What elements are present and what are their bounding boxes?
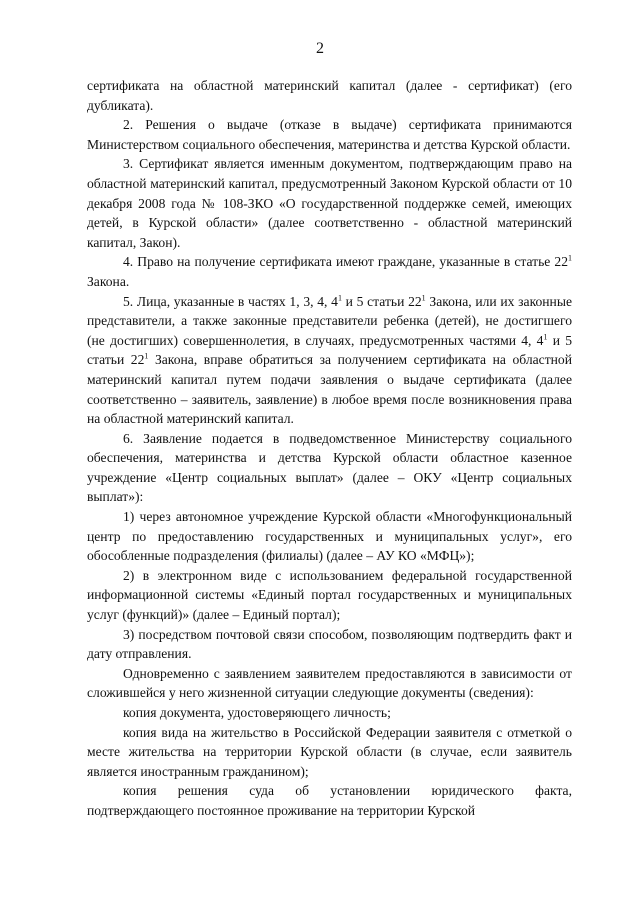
text-run: Закона, вправе обратиться за получением сертификата на областной материнский капитал путем подачи заявления о выдаче сертификата (далее соответственно – заявитель, заявление) в любое время после возникновения права на областной материнский капитал. xyxy=(87,352,572,427)
text-run: 3) посредством почтовой связи способом, позволяющим подтвердить факт и дату отправления. xyxy=(87,626,572,662)
paragraph xyxy=(87,115,572,154)
text-run: копия решения суда об установлении юридического факта, подтверждающего постоянное проживание на территории Курской xyxy=(87,783,572,818)
page-number: 2 xyxy=(316,40,324,57)
text-run: 2) в электронном виде с использованием федеральной государственной информационной системы «Единый портал государственных и муниципальных услуг (функций)» (далее – Единый портал); xyxy=(87,567,572,623)
text-run: Закона. xyxy=(87,273,130,289)
text-run: 4. Право на получение сертификата имеют граждане, указанные в статье 22 xyxy=(123,254,568,270)
document-body xyxy=(87,76,572,821)
paragraph xyxy=(87,76,572,115)
superscript: 1 xyxy=(421,293,426,302)
paragraph xyxy=(87,703,572,723)
text-run: и 5 статьи 22 xyxy=(87,332,572,368)
superscript: 1 xyxy=(337,293,342,302)
text-run: копия вида на жительство в Российской Федерации заявителя с отметкой о месте жительства на территории Курской области (в случае, если заявитель является иностранным гражданином); xyxy=(87,724,572,779)
text-run: сертификата на областной материнский капитал (далее - сертификат) (его дубликата). xyxy=(87,78,572,113)
text-run: 6. Заявление подается в подведомственное Министерству социального обеспечения, материнства и детства Курской области областное казенное учреждение «Центр социальных выплат» (далее – ОКУ «Центр социальных выплат»): xyxy=(87,430,572,505)
text-run: Одновременно с заявлением заявителем предоставляются в зависимости от сложившейся у него жизненной ситуации следующие документы (сведения): xyxy=(87,665,572,701)
text-run: 1) через автономное учреждение Курской области «Многофункциональный центр по предоставлению государственных и муниципальных услуг», его обособленные подразделения (филиалы) (далее – АУ КО «МФЦ»); xyxy=(87,509,572,564)
text-run: и 5 статьи 22 xyxy=(341,293,422,309)
paragraph xyxy=(87,252,572,291)
superscript: 1 xyxy=(568,253,572,263)
text-run: Закона, или их законные представители, а также законные представители ребенка (детей), не достигшего (не достигших) совершеннолетия, в случаях, предусмотренных частями 4, 4 xyxy=(87,293,573,348)
text-run: копия документа, удостоверяющего личность; xyxy=(123,705,391,720)
text-run: 3. Сертификат является именным документом, подтверждающим право на областной материнский капитал, предусмотренный Законом Курской области от 10 декабря 2008 года № 108-ЗКО «О государственной поддержке семей, имеющих детей, в Курской области» (далее соответственно - областной материнский капитал, Закон). xyxy=(87,156,572,250)
superscript: 1 xyxy=(144,351,149,361)
text-run: 5. Лица, указанные в частях 1, 3, 4, 4 xyxy=(123,293,338,309)
paragraph xyxy=(87,292,572,429)
paragraph xyxy=(87,566,572,625)
paragraph xyxy=(87,723,572,782)
paragraph xyxy=(87,625,572,664)
paragraph xyxy=(87,664,572,703)
paragraph xyxy=(87,154,572,252)
paragraph xyxy=(87,781,572,820)
paragraph xyxy=(87,429,572,507)
text-run: 2. Решения о выдаче (отказе в выдаче) сертификата принимаются Министерством социального обеспечения, материнства и детства Курской области. xyxy=(87,117,572,152)
superscript: 1 xyxy=(543,332,548,342)
paragraph xyxy=(87,507,572,566)
